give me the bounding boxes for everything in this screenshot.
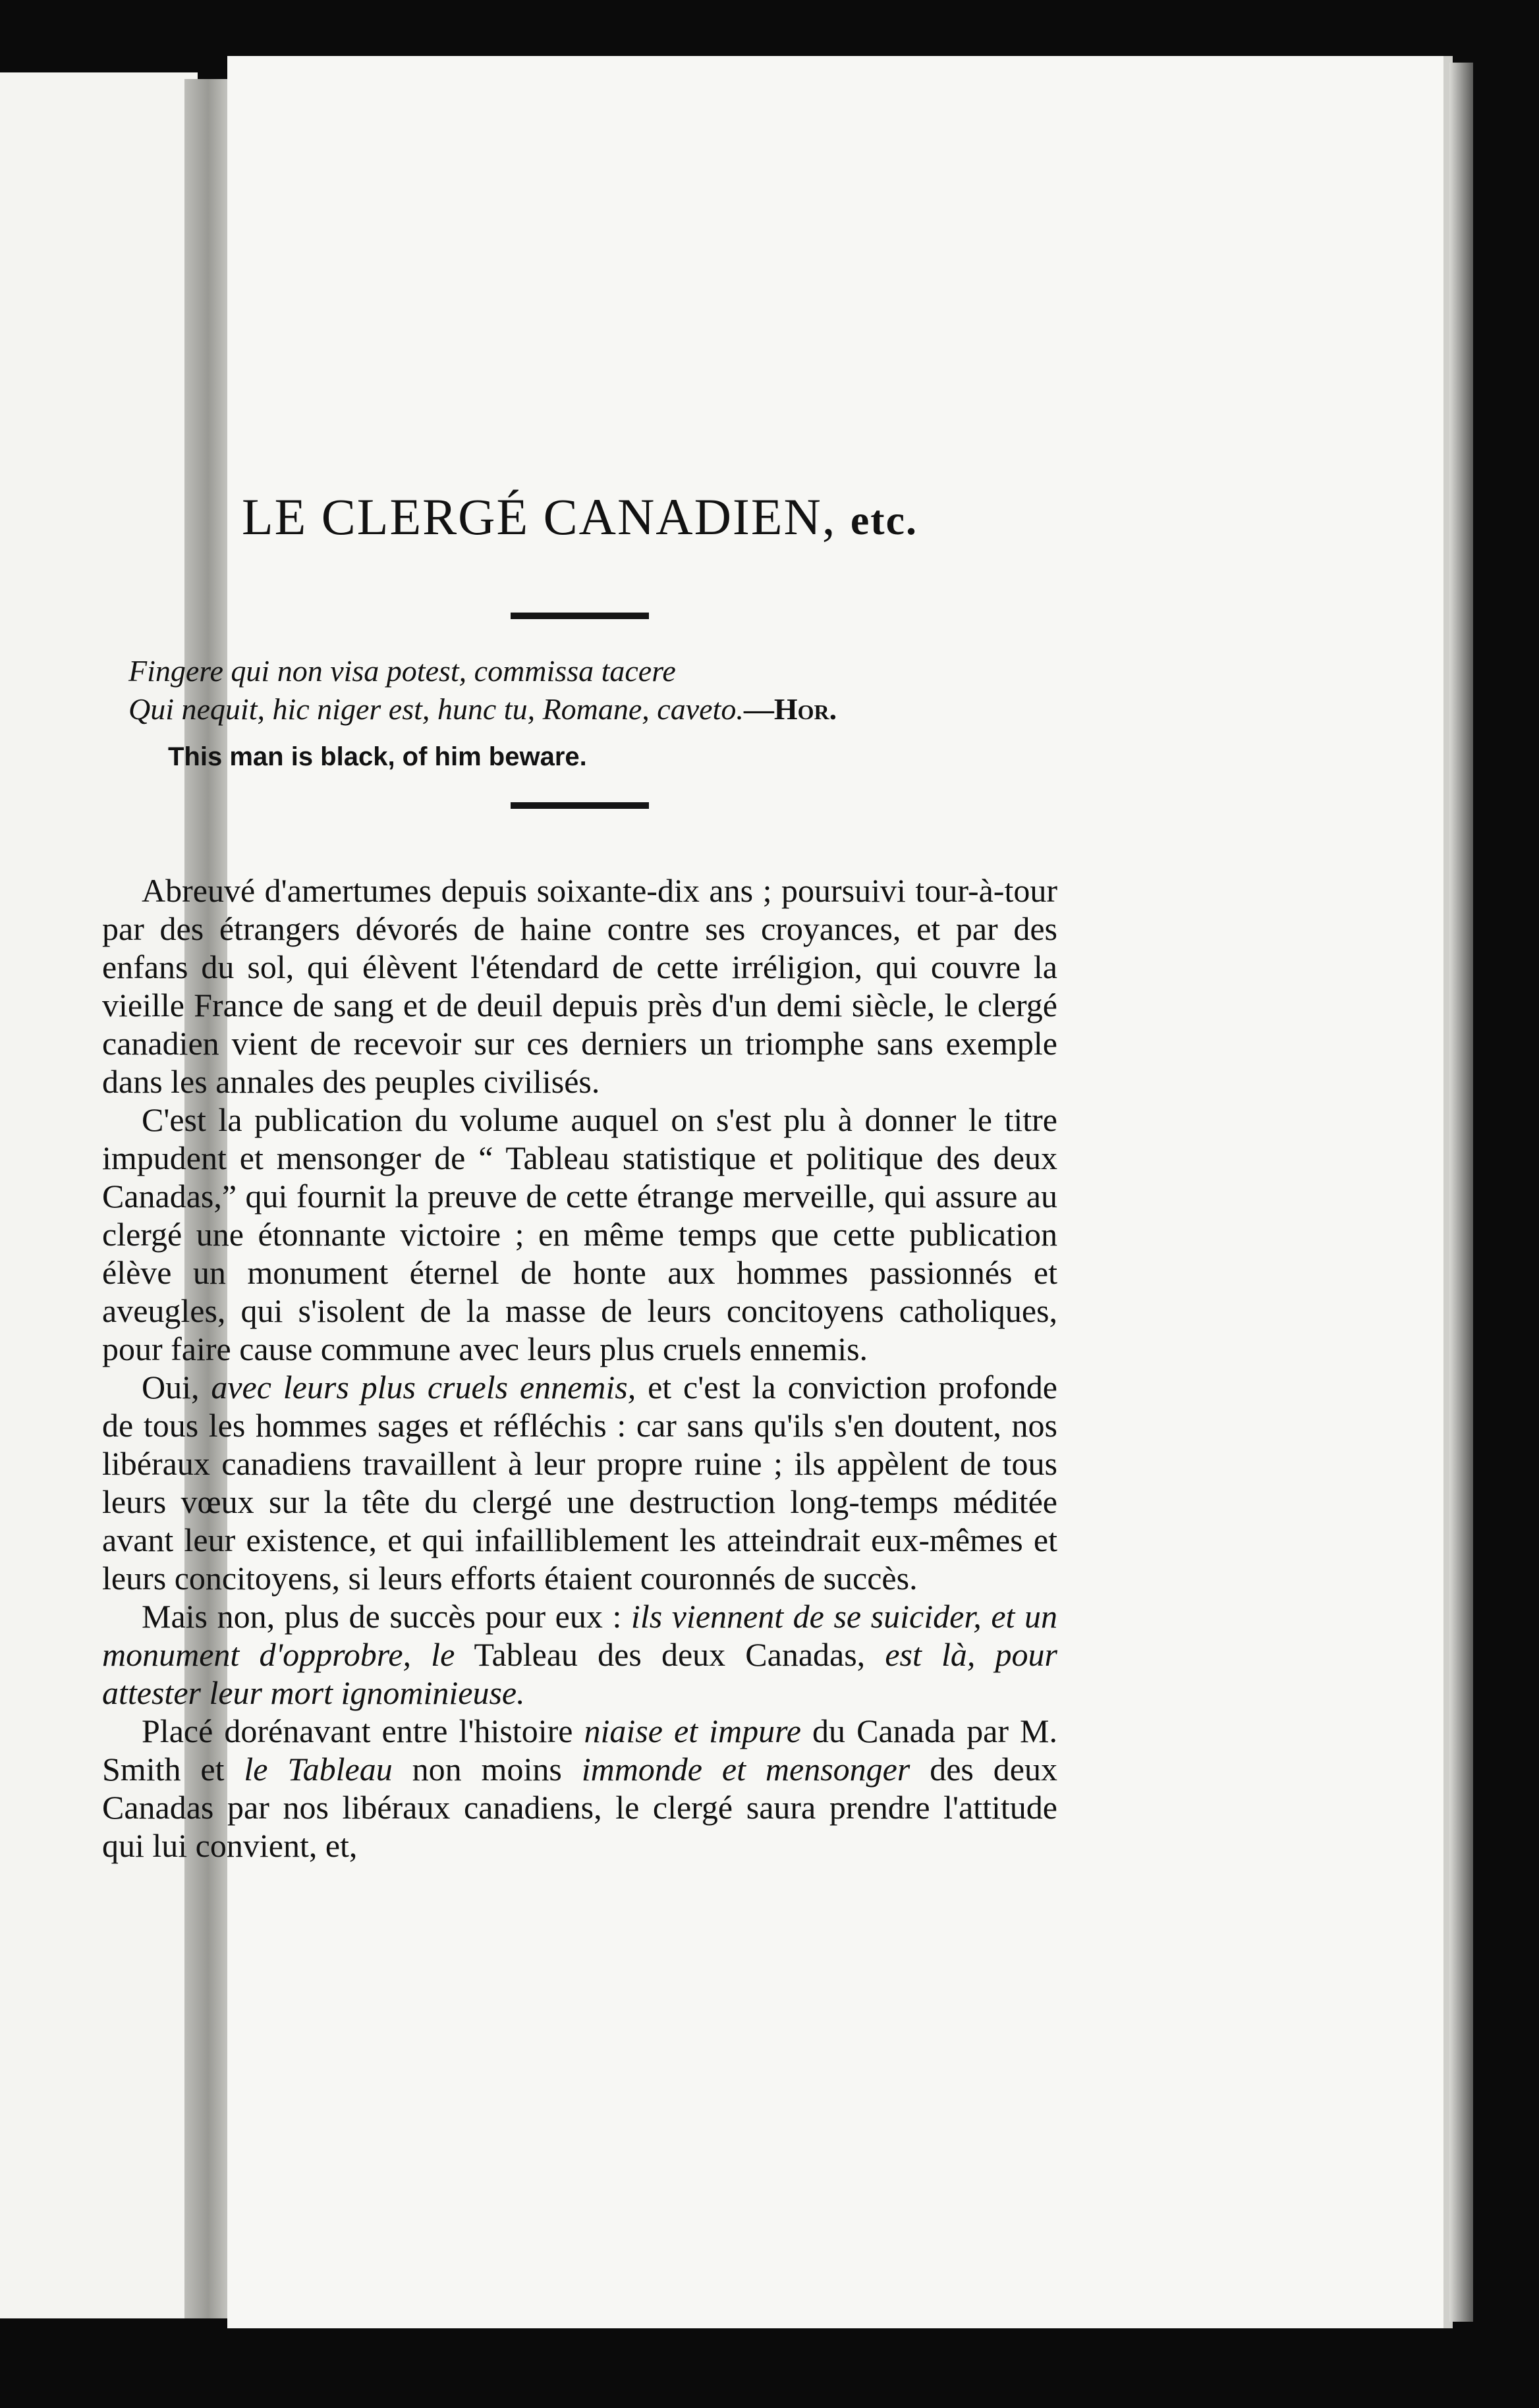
paragraph-1: Abreuvé d'amertumes depuis soixante-dix ans ; poursuivi tour-à-tour par des étrangers dévorés de haine contre ses croyances, et par des enfans du sol, qui élèvent l'étendard de cette irréligion, qui couvre la vieille France de sang et de deuil depuis près d'un demi siècle, le clergé canadien vient de recevoir sur ces derniers un triomphe sans exemple dans les annales des peuples civilisés. bbox=[102, 872, 1057, 1100]
divider-top bbox=[511, 613, 649, 619]
p5-text-d: des deux Canadas par nos libéraux canadiens, le clergé saura prendre l'attitude qui lui convient, et, bbox=[102, 1751, 1057, 1864]
p3-text-a: Oui, bbox=[142, 1369, 211, 1406]
p5-italic-2: le Tableau bbox=[244, 1751, 393, 1788]
epigraph-line-1: Fingere qui non visa potest, commissa tacere bbox=[128, 654, 676, 688]
p4-italic-1: ils viennent de se suicider, et un monument d'opprobre, le bbox=[102, 1598, 1057, 1673]
title-suffix: etc. bbox=[850, 497, 918, 543]
p5-italic-3: immonde et mensonger bbox=[581, 1751, 910, 1788]
paragraph-2: C'est la publication du volume auquel on s'est plu à donner le titre impudent et mensonger de “ Tableau statistique et politique des deux Canadas,” qui fournit la preuve de cette étrange merveille, qui assure au clergé une étonnante victoire ; en même temps que cette publication élève un monument éternel de honte aux hommes passionnés et aveugles, qui s'isolent de la masse de leurs concitoyens catholiques, pour faire cause commune avec leurs plus cruels ennemis. bbox=[102, 1101, 1057, 1367]
p5-text-c: non moins bbox=[392, 1751, 582, 1788]
p5-text-a: Placé dorénavant entre l'histoire bbox=[142, 1712, 584, 1749]
p3-text-b: et c'est la conviction profonde de tous les hommes sages et réfléchis : car sans qu'ils s'en doutent, nos libéraux canadiens travaillent à leur propre ruine ; ils appèlent de tous leurs vœux sur la tête du clergé une destruction long-temps méditée avant leur existence, et qui infailliblement les atteindrait eux-mêmes et leurs concitoyens, si leurs efforts étaient couronnés de succès. bbox=[102, 1369, 1057, 1597]
p4-italic-2: est là, pour attester leur mort ignominieuse. bbox=[102, 1636, 1057, 1711]
page-content bbox=[102, 487, 1057, 1865]
p5-text-b: du Canada par M. Smith et bbox=[102, 1712, 1057, 1788]
paragraph-4 bbox=[102, 1597, 1057, 1712]
epigraph-line-2-wrap bbox=[128, 690, 1057, 728]
body-text bbox=[102, 871, 1057, 1865]
p4-text-b: Tableau des deux Canadas, bbox=[455, 1636, 885, 1673]
paragraph-5 bbox=[102, 1712, 1057, 1865]
p5-italic-1: niaise et impure bbox=[584, 1712, 801, 1749]
title-main: LE CLERGÉ CANADIEN, bbox=[241, 488, 837, 545]
p3-italic: avec leurs plus cruels ennemis, bbox=[211, 1369, 636, 1406]
epigraph-author: —Hor. bbox=[743, 692, 837, 726]
epigraph-translation: This man is black, of him beware. bbox=[168, 742, 587, 771]
p4-text-a: Mais non, plus de succès pour eux : bbox=[142, 1598, 631, 1635]
page-title bbox=[102, 487, 1057, 547]
paragraph-3 bbox=[102, 1368, 1057, 1597]
page-edge bbox=[1449, 63, 1473, 2322]
divider-bottom bbox=[511, 802, 649, 809]
epigraph-line-2: Qui nequit, hic niger est, hunc tu, Romane, caveto. bbox=[128, 692, 744, 726]
epigraph bbox=[128, 652, 1057, 776]
